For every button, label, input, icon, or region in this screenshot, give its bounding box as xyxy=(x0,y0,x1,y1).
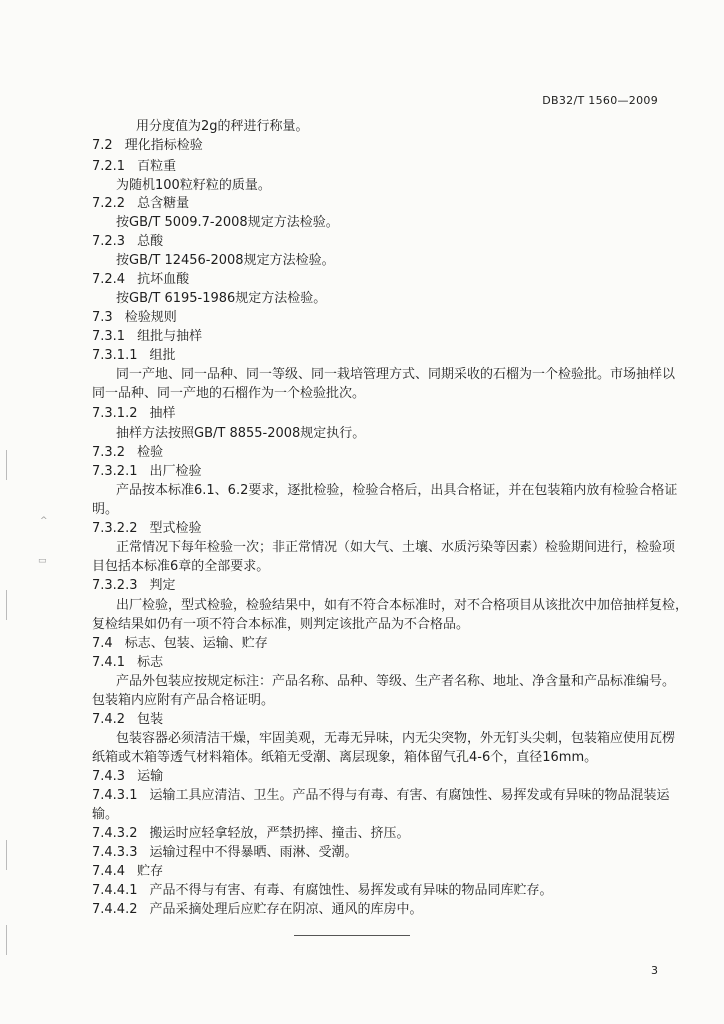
section-title: 产品采摘处理后应贮存在阴凉、通风的库房中。 xyxy=(149,902,423,917)
section-heading xyxy=(92,577,176,594)
section-number: 7.2.4 xyxy=(92,272,126,287)
paragraph-line: 包装箱内应附有产品合格证明。 xyxy=(92,693,275,708)
section-title: 组批 xyxy=(149,348,176,363)
paragraph-line: 复检结果如仍有一项不符合本标准，则判定该批产品为不合格品。 xyxy=(92,617,470,632)
paragraph-line: 同一产地、同一品种、同一等级、同一栽培管理方式、同期采收的石榴为一个检验批。市场抽样以 xyxy=(116,367,676,382)
section-number: 7.4.2 xyxy=(92,712,126,727)
section-title: 包装 xyxy=(137,712,164,727)
paragraph-line: 出厂检验，型式检验，检验结果中，如有不符合本标准时，对不合格项目从该批次中加倍抽样复检， xyxy=(116,598,689,613)
section-number: 7.2.1 xyxy=(92,159,126,174)
section-heading xyxy=(92,882,553,899)
section-title: 总酸 xyxy=(137,234,164,249)
section-heading xyxy=(92,844,358,861)
section-title: 搬运时应轻拿轻放，严禁扔摔、撞击、挤压。 xyxy=(149,826,410,841)
section-title: 贮存 xyxy=(137,864,164,879)
scan-margin-mark xyxy=(6,925,7,955)
section-title: 出厂检验 xyxy=(149,464,202,479)
scan-speck: ▭ xyxy=(38,556,47,566)
section-heading xyxy=(92,768,163,785)
section-title: 运输过程中不得暴晒、雨淋、受潮。 xyxy=(149,845,358,860)
section-title: 抗坏血酸 xyxy=(137,272,190,287)
section-title: 检验 xyxy=(137,445,164,460)
section-heading xyxy=(92,195,189,212)
page-number: 3 xyxy=(651,964,658,977)
section-title: 组批与抽样 xyxy=(137,329,203,344)
scan-margin-mark xyxy=(6,840,7,870)
section-heading xyxy=(92,654,163,671)
paragraph-line: 用分度值为2g的秤进行称量。 xyxy=(136,119,309,134)
section-number: 7.4.4.1 xyxy=(92,883,138,898)
section-heading xyxy=(92,158,176,175)
section-title: 百粒重 xyxy=(137,159,177,174)
section-title: 抽样 xyxy=(149,406,176,421)
section-number: 7.3.1 xyxy=(92,329,126,344)
scan-margin-mark xyxy=(6,590,7,620)
footer-rule xyxy=(294,935,410,936)
paragraph-line: 同一品种、同一产地的石榴作为一个检验批次。 xyxy=(92,386,366,401)
section-number: 7.3.1.2 xyxy=(92,406,138,421)
section-heading xyxy=(92,309,177,326)
section-title: 判定 xyxy=(149,578,176,593)
section-heading xyxy=(92,137,203,154)
section-title: 检验规则 xyxy=(124,310,177,325)
section-title: 总含糖量 xyxy=(137,196,190,211)
section-heading xyxy=(92,233,163,250)
paragraph-line: 按GB/T 5009.7-2008规定方法检验。 xyxy=(116,215,339,230)
section-number: 7.4.3 xyxy=(92,769,126,784)
section-heading xyxy=(92,787,670,804)
section-heading xyxy=(92,463,202,480)
section-title: 型式检验 xyxy=(149,521,202,536)
paragraph-line: 包装容器必须清洁干燥，牢固美观，无毒无异味，内无尖突物，外无钉头尖刺，包装箱应使用瓦楞 xyxy=(116,731,676,746)
paragraph-line: 为随机100粒籽粒的质量。 xyxy=(116,178,271,193)
section-title: 标志 xyxy=(137,655,164,670)
section-number: 7.4.3.3 xyxy=(92,845,138,860)
section-number: 7.3.2.3 xyxy=(92,578,138,593)
section-heading xyxy=(92,635,268,652)
section-title: 运输 xyxy=(137,769,164,784)
section-number: 7.4 xyxy=(92,636,113,651)
section-title: 标志、包装、运输、贮存 xyxy=(124,636,268,651)
standard-code: DB32/T 1560—2009 xyxy=(542,94,658,107)
section-number: 7.4.1 xyxy=(92,655,126,670)
section-heading xyxy=(92,520,202,537)
section-number: 7.2 xyxy=(92,138,113,153)
section-number: 7.2.3 xyxy=(92,234,126,249)
section-heading xyxy=(92,271,189,288)
section-number: 7.3.2.2 xyxy=(92,521,138,536)
section-number: 7.4.4.2 xyxy=(92,902,138,917)
section-number: 7.4.4 xyxy=(92,864,126,879)
section-number: 7.3.2 xyxy=(92,445,126,460)
section-number: 7.3.1.1 xyxy=(92,348,138,363)
section-number: 7.3 xyxy=(92,310,113,325)
paragraph-line: 按GB/T 6195-1986规定方法检验。 xyxy=(116,291,327,306)
paragraph-line: 产品按本标准6.1、6.2要求，逐批检验，检验合格后，出具合格证，并在包装箱内放有检验合格证 xyxy=(116,483,678,498)
section-heading xyxy=(92,328,202,345)
section-title: 运输工具应清洁、卫生。产品不得与有毒、有害、有腐蚀性、易挥发或有异味的物品混装运 xyxy=(149,788,670,803)
scan-speck: ^ xyxy=(40,516,48,526)
paragraph-line: 输。 xyxy=(92,807,119,822)
paragraph-line: 产品外包装应按规定标注：产品名称、品种、等级、生产者名称、地址、净含量和产品标准编号。 xyxy=(116,674,676,689)
scan-margin-mark xyxy=(6,450,7,480)
section-title: 理化指标检验 xyxy=(124,138,203,153)
section-number: 7.3.2.1 xyxy=(92,464,138,479)
paragraph-line: 抽样方法按照GB/T 8855-2008规定执行。 xyxy=(116,426,366,441)
section-heading xyxy=(92,347,176,364)
section-number: 7.4.3.2 xyxy=(92,826,138,841)
section-title: 产品不得与有害、有毒、有腐蚀性、易挥发或有异味的物品同库贮存。 xyxy=(149,883,553,898)
section-heading xyxy=(92,444,163,461)
section-number: 7.4.3.1 xyxy=(92,788,138,803)
section-heading xyxy=(92,863,163,880)
paragraph-line: 明。 xyxy=(92,502,119,517)
paragraph-line: 正常情况下每年检验一次；非正常情况（如大气、土壤、水质污染等因素）检验期间进行，检验项 xyxy=(116,540,676,555)
paragraph-line: 纸箱或木箱等透气材料箱体。纸箱无受潮、离层现象，箱体留气孔4-6个，直径16mm。 xyxy=(92,750,598,765)
section-number: 7.2.2 xyxy=(92,196,126,211)
section-heading xyxy=(92,405,176,422)
section-heading xyxy=(92,901,423,918)
paragraph-line: 目包括本标准6章的全部要求。 xyxy=(92,559,270,574)
paragraph-line: 按GB/T 12456-2008规定方法检验。 xyxy=(116,253,335,268)
section-heading xyxy=(92,825,410,842)
section-heading xyxy=(92,711,163,728)
